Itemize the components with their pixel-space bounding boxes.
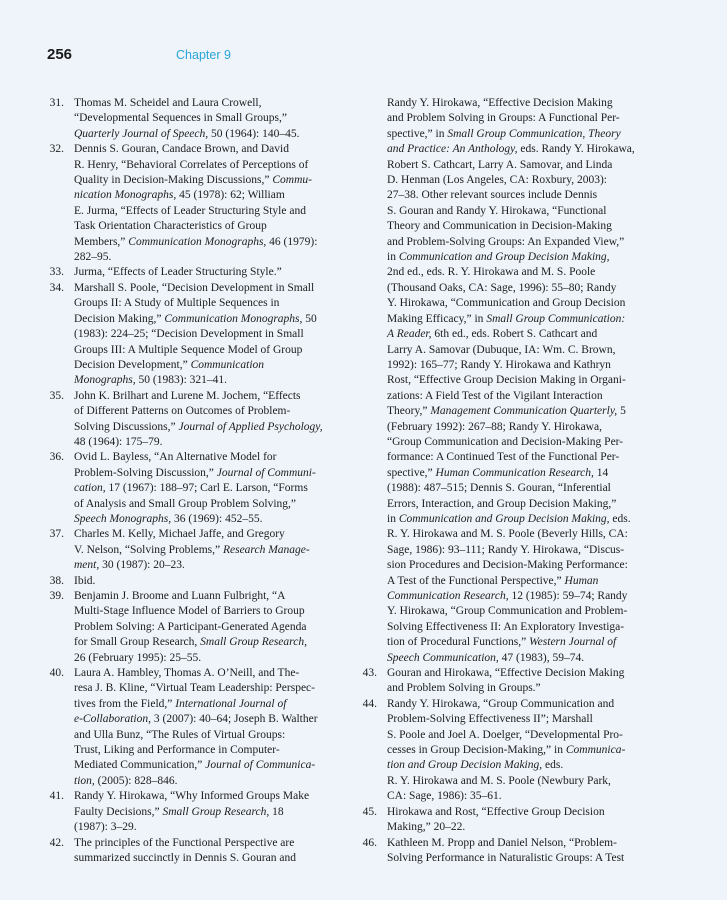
endnote-text: Ovid L. Bayless, “An Alternative Model for Problem-Solving Discussion,” Journal of Communi- cation, 17 (1967): 188–97; Carl E. Larson, “Forms of Analysis and Small Group Problem Solving,” Speech Monographs, 36 (1969): 452–55.	[74, 451, 316, 525]
endnote-number: 32.	[49, 143, 64, 156]
endnote	[45, 281, 347, 389]
page-number: 256	[47, 46, 73, 63]
endnote-number: 36.	[49, 451, 64, 464]
endnote-number: 39.	[49, 590, 64, 602]
endnote-text: Thomas M. Scheidel and Laura Crowell, “Developmental Sequences in Small Groups,” Quarterly Journal of Speech, 50 (1964): 140–45.	[74, 97, 300, 140]
endnote-text: Kathleen M. Propp and Daniel Nelson, “Problem- Solving Performance in Naturalistic Groups: A Test	[387, 836, 625, 864]
endnote	[45, 666, 347, 789]
endnote-text: Benjamin J. Broome and Luann Fulbright, “A Multi-Stage Influence Model of Barriers to Group Problem Solving: A Participant-Generated Agenda for Small Group Research, Small Group Research, 26 (February 1995): 25–55.	[74, 590, 307, 664]
endnote-text: The principles of the Functional Perspective are summarized succinctly in Dennis S. Gouran and	[74, 836, 296, 864]
endnote-number: 41.	[49, 790, 64, 803]
endnote-number: 46.	[362, 836, 377, 849]
endnote-text: Marshall S. Poole, “Decision Development in Small Groups II: A Study of Multiple Sequences in Decision Making,” Communication Monographs, 50 (1983): 224–25; “Decision Development in Small Groups III: A Multiple Sequence Model of Group Decision Development,” Communication Monographs, 50 (1983): 321–41.	[74, 281, 317, 387]
endnote-text: Randy Y. Hirokawa, “Effective Decision Making and Problem Solving in Groups: A Functional Per- spective,” in Small Group Communication, Theory and Practice: An Anthology, eds. Randy Y. Hirokawa, Robert S. Cathcart, Larry A. Samovar, and Linda D. Henman (Los Angeles, CA: Roxbury, 2003): 27–38. Other relevant sources include Dennis S. Gouran and Randy Y. Hirokawa, “Functional Theory and Communication in Decision-Making and Problem-Solving Groups: An Expanded View,” in Communication and Group Decision Making, 2nd ed., eds. R. Y. Hirokawa and M. S. Poole (Thousand Oaks, CA: Sage, 1996): 55–80; Randy Y. Hirokawa, “Communication and Group Decision Making Efficacy,” in Small Group Communication: A Reader, 6th ed., eds. Robert S. Cathcart and Larry A. Samovar (Dubuque, IA: Wm. C. Brown, 1992): 165–77; Randy Y. Hirokawa and Kathryn Rost, “Effective Group Decision Making in Organi- zations: A Field Test of the Vigilant Interaction Theory,” Management Communication Quarterly, 5 (February 1992): 267–88; Randy Y. Hirokawa, “Group Communication and Decision-Making Per- formance: A Continued Test of the Functional Per- spective,” Human Communication Research, 14 (1988): 487–515; Dennis S. Gouran, “Inferential Errors, Interaction, and Group Decision Making,” in Communication and Group Decision Making, eds. R. Y. Hirokawa and M. S. Poole (Beverly Hills, CA: Sage, 1986): 93–111; Randy Y. Hirokawa, “Discus- sion Procedures and Decision-Making Performance: A Test of the Functional Perspective,” Human Communication Research, 12 (1985): 59–74; Randy Y. Hirokawa, “Group Communication and Problem- Solving Effectiveness II: An Exploratory Investiga- tion of Procedural Functions,” Western Journal of Speech Communication, 47 (1983), 59–74.	[387, 97, 635, 664]
endnote-number: 42.	[49, 836, 64, 849]
endnote	[45, 265, 347, 280]
endnote-text: Dennis S. Gouran, Candace Brown, and David R. Henry, “Behavioral Correlates of Perceptions of Quality in Decision-Making Discussions,” Commu- nication Monographs, 45 (1978): 62; William E. Jurma, “Effects of Leader Structuring Style and Task Orientation Characteristics of Group Members,” Communication Monographs, 46 (1979): 282–95.	[74, 143, 318, 264]
endnote	[45, 789, 347, 835]
endnote-number: 37.	[49, 528, 64, 541]
endnote-number: 43.	[362, 667, 377, 680]
endnote	[45, 836, 347, 867]
endnote-number: 45.	[362, 805, 377, 818]
endnote	[45, 96, 347, 142]
endnote-number: 35.	[49, 389, 64, 402]
endnote-number	[358, 96, 387, 666]
endnote-text: Gouran and Hirokawa, “Effective Decision Making and Problem Solving in Groups.”	[387, 667, 625, 695]
endnote	[45, 527, 347, 573]
endnote	[45, 574, 347, 589]
endnote-number: 38.	[49, 574, 64, 587]
endnote	[358, 805, 658, 836]
endnote	[358, 836, 658, 867]
endnote-text: Hirokawa and Rost, “Effective Group Decision Making,” 20–22.	[387, 805, 605, 834]
page-header	[47, 46, 231, 63]
endnote	[45, 450, 347, 527]
endnote-text: Ibid.	[74, 574, 96, 587]
endnote-number: 31.	[49, 97, 64, 109]
endnote	[358, 697, 658, 805]
endnote-text: Jurma, “Effects of Leader Structuring Style.”	[74, 266, 282, 279]
endnote-number: 34.	[49, 281, 64, 294]
endnote	[358, 666, 658, 697]
endnote	[45, 142, 347, 265]
endnote-text: Randy Y. Hirokawa, “Group Communication and Problem-Solving Effectiveness II”; Marshall S. Poole and Joel A. Doelger, “Developmental Pro- cesses in Group Decision-Making,” in Communica- tion and Group Decision Making, eds. R. Y. Hirokawa and M. S. Poole (Newbury Park, CA: Sage, 1986): 35–61.	[387, 697, 626, 803]
endnote-number: 44.	[362, 697, 377, 710]
endnote-number: 33.	[49, 266, 64, 279]
endnote	[45, 389, 347, 451]
endnote-text: Charles M. Kelly, Michael Jaffe, and Gregory V. Nelson, “Solving Problems,” Research Manage- ment, 30 (1987): 20–23.	[74, 528, 310, 572]
chapter-label: Chapter 9	[176, 48, 231, 62]
endnote-text: John K. Brilhart and Lurene M. Jochem, “Effects of Different Patterns on Outcomes of Problem- Solving Discussions,” Journal of Applied Psychology, 48 (1964): 175–79.	[74, 389, 323, 448]
notes-column-left	[45, 96, 347, 866]
notes-column-right	[358, 96, 658, 866]
endnote-text: Laura A. Hambley, Thomas A. O’Neill, and The- resa J. B. Kline, “Virtual Team Leadership: Perspec- tives from the Field,” International Journal of e-Collaboration, 3 (2007): 40–64; Joseph B. Walther and Ulla Bunz, “The Rules of Virtual Groups: Trust, Liking and Performance in Computer- Mediated Communication,” Journal of Communica- tion, (2005): 828–846.	[74, 667, 318, 787]
endnote-text: Randy Y. Hirokawa, “Why Informed Groups Make Faulty Decisions,” Small Group Research, 18 (1987): 3–29.	[74, 790, 310, 834]
endnote	[45, 589, 347, 666]
endnote	[358, 96, 658, 666]
endnote-number: 40.	[49, 667, 64, 680]
